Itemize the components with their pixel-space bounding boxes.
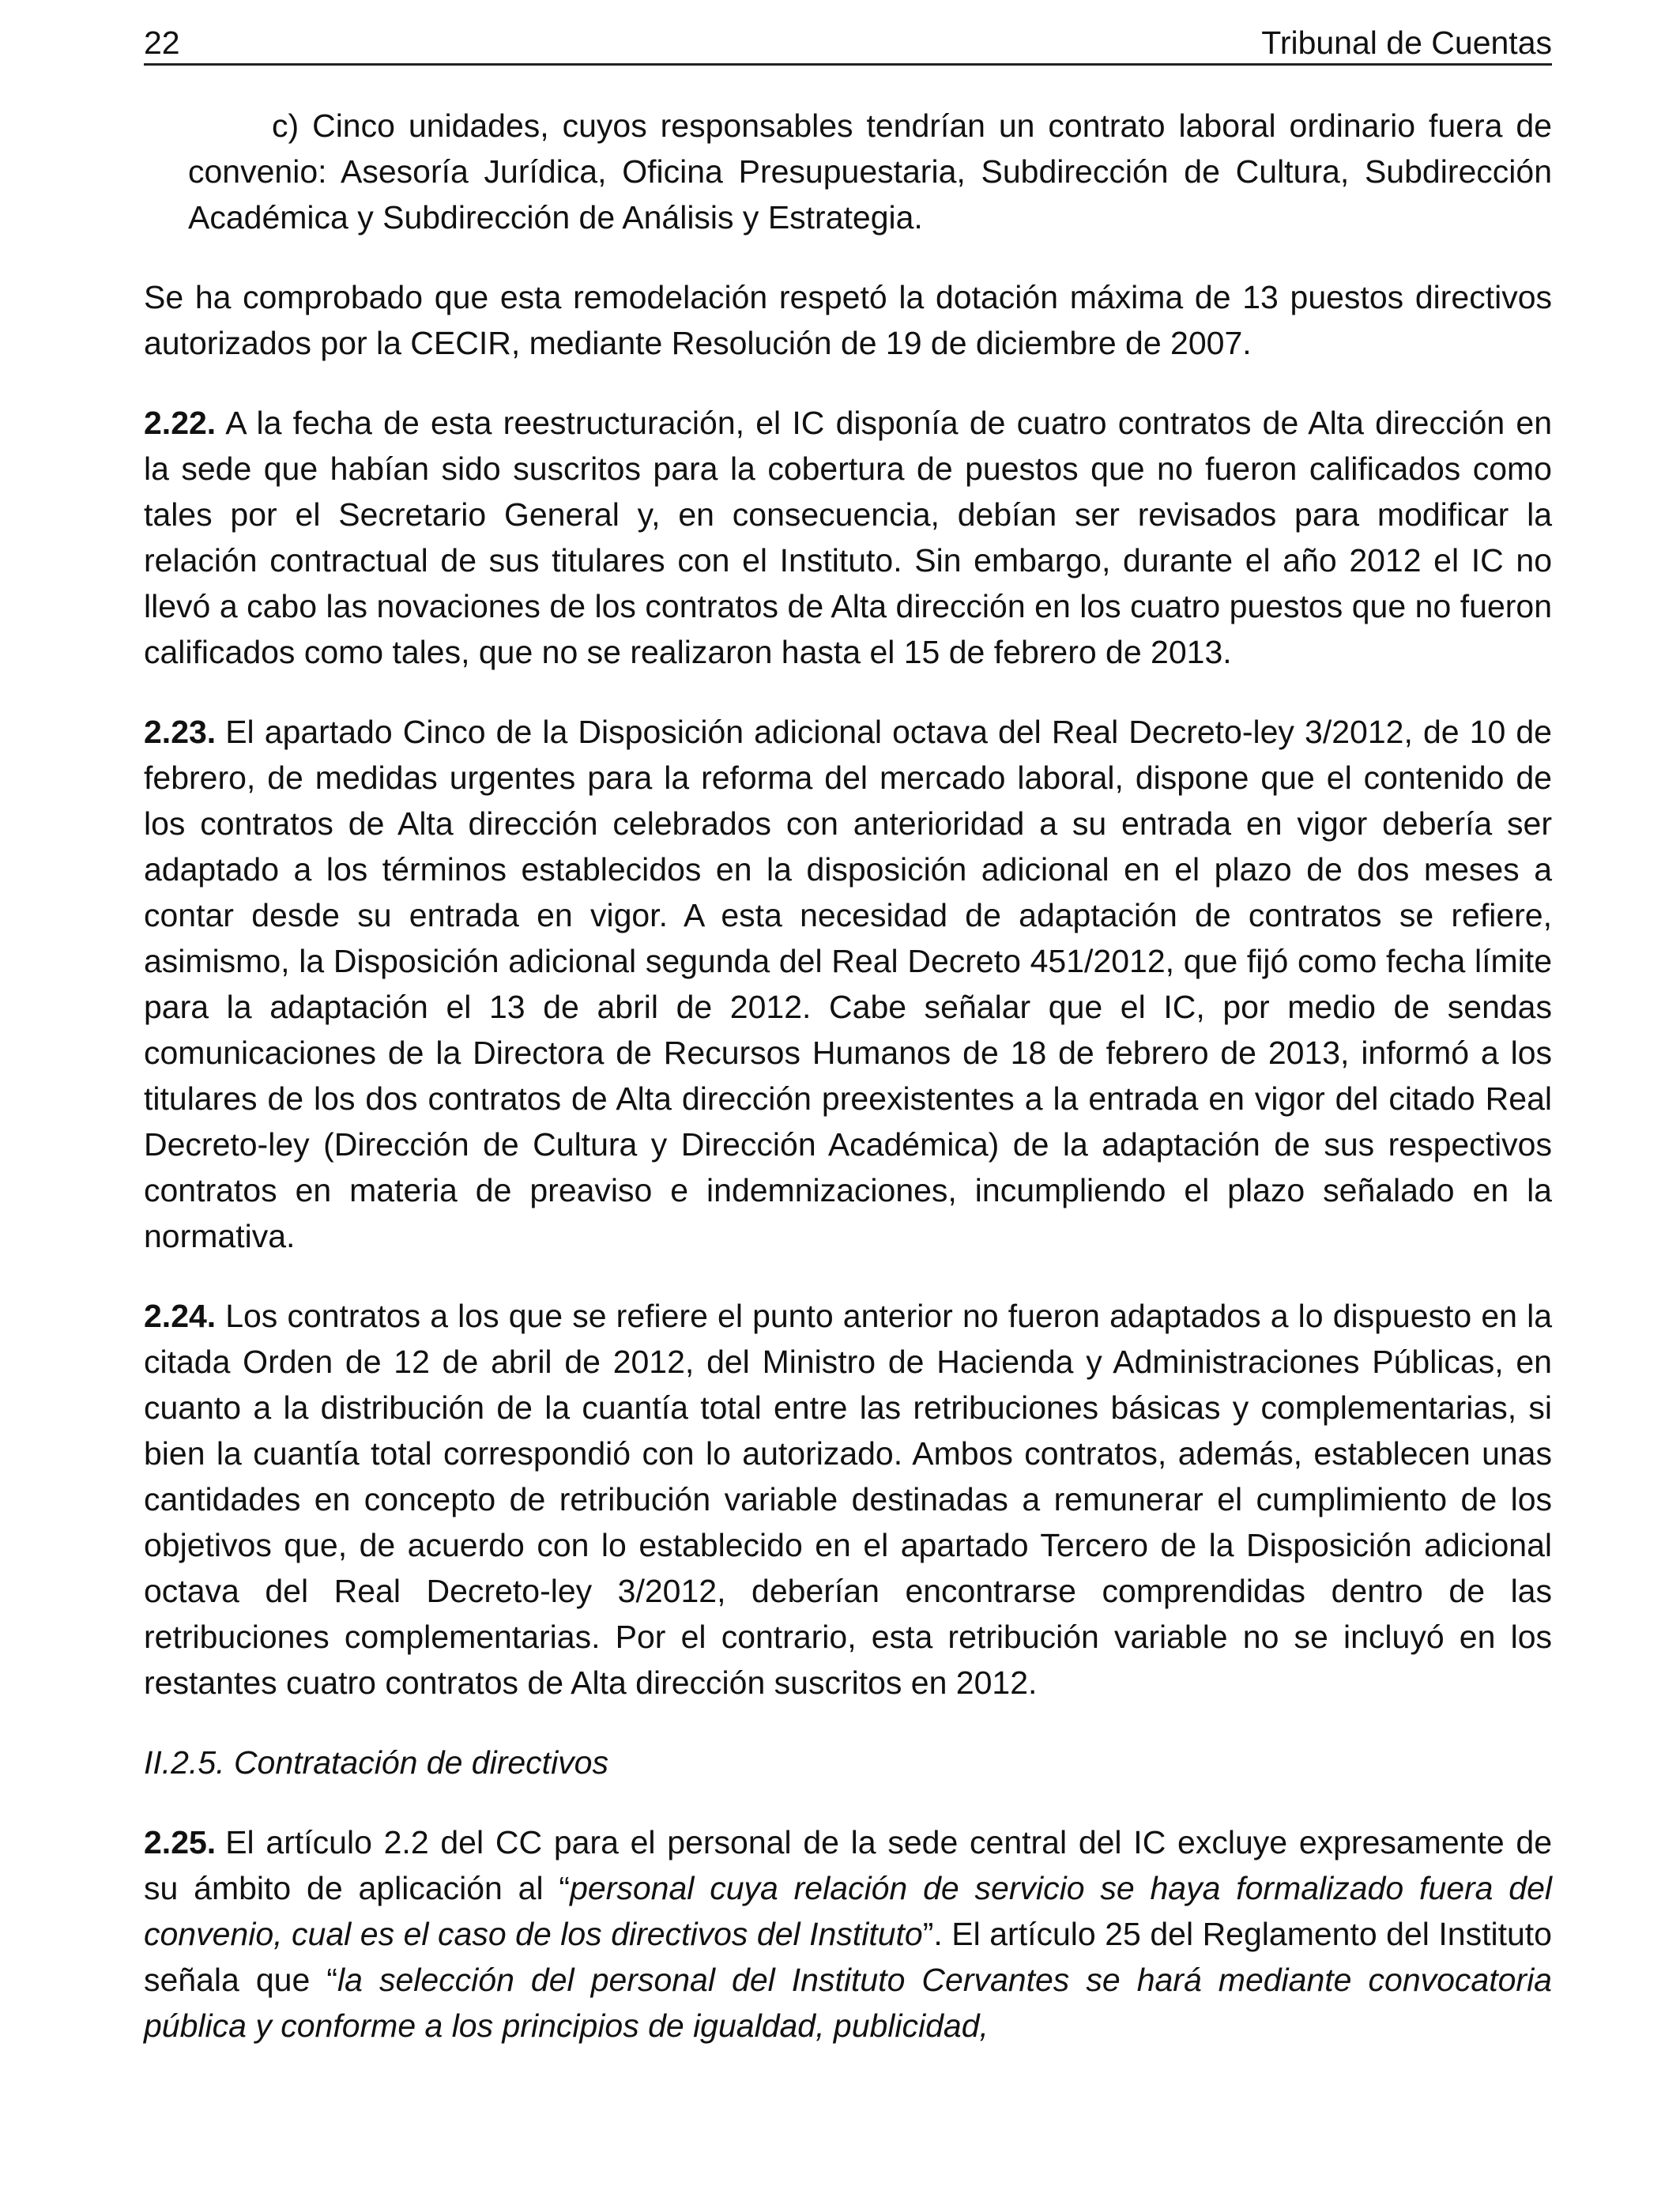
page-header bbox=[144, 22, 1552, 66]
quoted-text: la selección del personal del Instituto Cervantes se hará mediante convocatoria pública y conforme a los principios de igualdad, publicidad, bbox=[144, 1962, 1552, 2044]
paragraph-2-24 bbox=[144, 1293, 1552, 1706]
paragraph-2-23 bbox=[144, 709, 1552, 1259]
quoted-text: personal cuya relación de servicio se haya formalizado fuera del convenio, cual es el caso de los directivos del Instituto bbox=[144, 1870, 1553, 1952]
page-number: 22 bbox=[144, 25, 180, 61]
paragraph-text: El apartado Cinco de la Disposición adicional octava del Real Decreto-ley 3/2012, de 10 de febrero, de medidas urgentes para la reforma del mercado laboral, dispone que el contenido de los contratos de Alta dirección celebrados con anterioridad a su entrada en vigor debería ser adaptado a los términos establecidos en la disposición adicional en el plazo de dos meses a contar desde su entrada en vigor. A esta necesidad de adaptación de contratos se refiere, asimismo, la Disposición adicional segunda del Real Decreto 451/2012, que fijó como fecha límite para la adaptación el 13 de abril de 2012. Cabe señalar que el IC, por medio de sendas comunicaciones de la Directora de Recursos Humanos de 18 de febrero de 2013, informó a los titulares de los dos contratos de Alta dirección preexistentes a la entrada en vigor del citado Real Decreto-ley (Dirección de Cultura y Dirección Académica) de la adaptación de sus respectivos contratos en materia de preaviso e indemnizaciones, incumpliendo el plazo señalado en la normativa. bbox=[144, 714, 1552, 1254]
header-title: Tribunal de Cuentas bbox=[1261, 25, 1552, 61]
paragraph-text: ”. El artículo 25 del Reglamento del Instituto señala que “ bbox=[144, 1916, 1552, 1998]
paragraph-number: 2.24. bbox=[144, 1298, 217, 1334]
paragraph-text: Los contratos a los que se refiere el punto anterior no fueron adaptados a lo dispuesto en la citada Orden de 12 de abril de 2012, del Ministro de Hacienda y Administraciones Públicas, en cuanto a la distribución de la cuantía total entre las retribuciones básicas y complementarias, si bien la cuantía total correspondió con lo autorizado. Ambos contratos, además, establecen unas cantidades en concepto de retribución variable destinadas a remunerar el cumplimiento de los objetivos que, de acuerdo con lo establecido en el apartado Tercero de la Disposición adicional octava del Real Decreto-ley 3/2012, deberían encontrarse comprendidas dentro de las retribuciones complementarias. Por el contrario, esta retribución variable no se incluyó en los restantes cuatro contratos de Alta dirección suscritos en 2012. bbox=[144, 1298, 1552, 1701]
paragraph-text: El artículo 2.2 del CC para el personal de la sede central del IC excluye expresamente de su ámbito de aplicación al “ bbox=[144, 1824, 1552, 1906]
paragraph-2-22 bbox=[144, 400, 1552, 675]
paragraph-2-25 bbox=[144, 1819, 1552, 2049]
paragraph-number: 2.25. bbox=[144, 1824, 217, 1860]
paragraph-remodelacion: Se ha comprobado que esta remodelación respetó la dotación máxima de 13 puestos directivos autorizados por la CECIR, mediante Resolución de 19 de diciembre de 2007. bbox=[144, 279, 1552, 361]
paragraph-number: 2.22. bbox=[144, 405, 217, 441]
paragraph-item-c: c) Cinco unidades, cuyos responsables tendrían un contrato laboral ordinario fuera de convenio: Asesoría Jurídica, Oficina Presupuestaria, Subdirección de Cultura, Subdirección Académica y Subdirección de Análisis y Estrategia. bbox=[188, 107, 1552, 236]
paragraph-number: 2.23. bbox=[144, 714, 217, 750]
section-heading: II.2.5. Contratación de directivos bbox=[144, 1744, 608, 1781]
paragraph-text: A la fecha de esta reestructuración, el IC disponía de cuatro contratos de Alta dirección en la sede que habían sido suscritos para la cobertura de puestos que no fueron calificados como tales por el Secretario General y, en consecuencia, debían ser revisados para modificar la relación contractual de sus titulares con el Instituto. Sin embargo, durante el año 2012 el IC no llevó a cabo las novaciones de los contratos de Alta dirección en los cuatro puestos que no fueron calificados como tales, que no se realizaron hasta el 15 de febrero de 2013. bbox=[144, 405, 1552, 670]
document-body bbox=[144, 103, 1552, 2083]
